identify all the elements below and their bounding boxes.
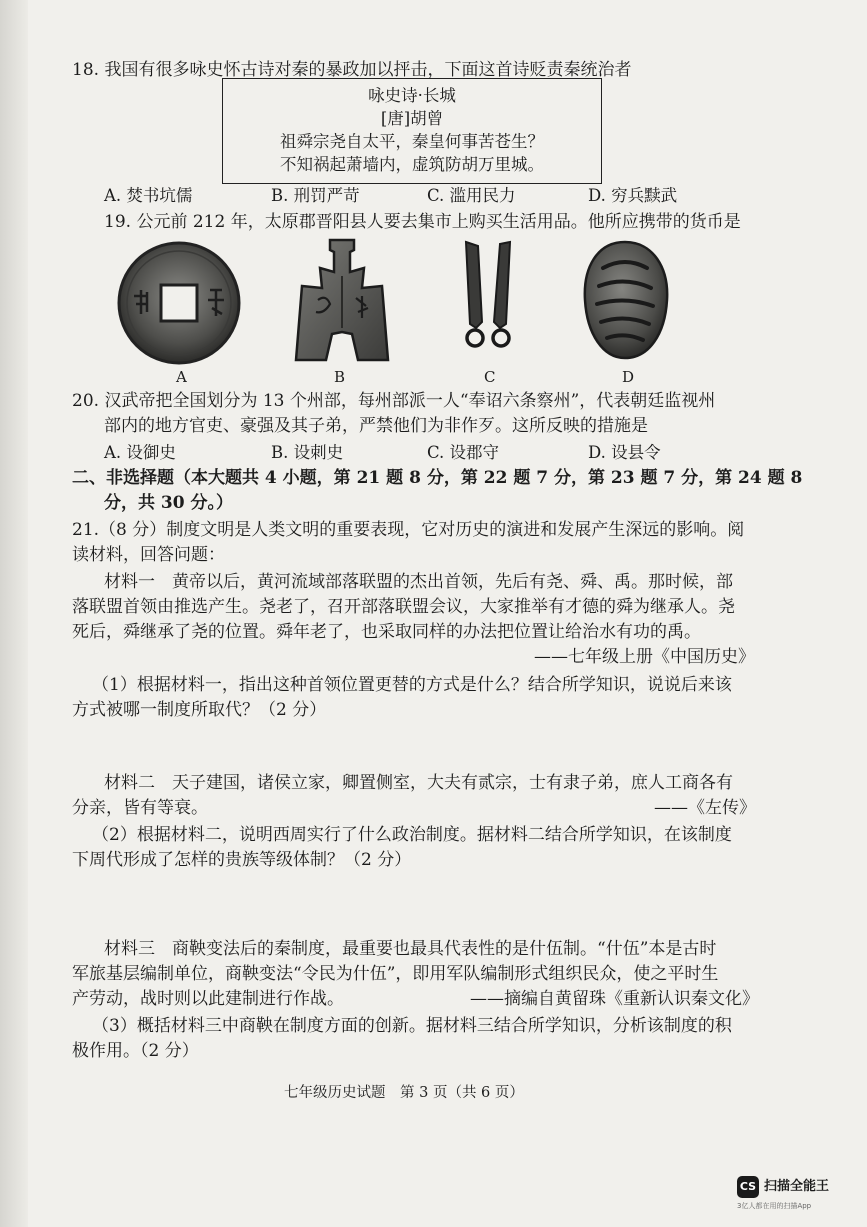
poem-title: 咏史诗·长城 xyxy=(368,86,456,105)
sub-question-3-line-1: （3）概括材料三中商鞅在制度方面的创新。据材料三结合所学知识，分析该制度的积 xyxy=(92,1016,732,1036)
material-2-line-2: 分亲，皆有等衰。 xyxy=(72,798,208,818)
q20-option-c: C. 设郡守 xyxy=(427,443,500,462)
knife-coin-icon xyxy=(452,238,524,358)
coin-label-b: B xyxy=(334,368,346,386)
sub-question-2-line-1: （2）根据材料二，说明西周实行了什么政治制度。据材料二结合所学知识，在该制度 xyxy=(92,825,732,845)
q18-stem: 18. 我国有很多咏史怀古诗对秦的暴政加以抨击，下面这首诗贬责秦统治者 xyxy=(72,60,632,80)
cs-logo-icon: CS xyxy=(737,1176,759,1198)
sub-question-3-line-2: 极作用。（2 分） xyxy=(72,1041,199,1061)
coin-label-c: C xyxy=(484,368,496,386)
section-2-heading-line-1: 二、非选择题（本大题共 4 小题，第 21 题 8 分，第 22 题 7 分，第 23 题 7 分，第 24 题 8 xyxy=(72,468,803,488)
spade-coin-icon xyxy=(292,238,392,363)
q18-option-d: D. 穷兵黩武 xyxy=(588,186,678,205)
q21-intro-line-1: 21.（8 分）制度文明是人类文明的重要表现，它对历史的演进和发展产生深远的影响。阅 xyxy=(72,520,745,540)
material-3-line-2: 军旅基层编制单位，商鞅变法“令民为什伍”，即用军队编制形式组织民众，使之平时生 xyxy=(72,964,719,984)
q18-option-b: B. 刑罚严苛 xyxy=(271,186,360,205)
material-1-line-2: 落联盟首领由推选产生。尧老了，召开部落联盟会议，大家推举有才德的舜为继承人。尧 xyxy=(72,597,735,617)
sub-question-1-line-1: （1）根据材料一，指出这种首领位置更替的方式是什么？结合所学知识，说说后来该 xyxy=(92,675,732,695)
watermark-app-name: 扫描全能王 xyxy=(764,1179,830,1194)
material-3-line-1: 材料三 商鞅变法后的秦制度，最重要也最具代表性的是什伍制。“什伍”本是古时 xyxy=(104,939,717,959)
sub-question-2-line-2: 下周代形成了怎样的贵族等级体制？（2 分） xyxy=(72,850,412,870)
q20-line-1: 20. 汉武帝把全国划分为 13 个州部，每州部派一人“奉诏六条察州”，代表朝廷监视州 xyxy=(72,391,716,411)
coin-label-a: A xyxy=(176,368,187,386)
material-1-line-1: 材料一 黄帝以后，黄河流域部落联盟的杰出首领，先后有尧、舜、禹。那时候，部 xyxy=(104,572,733,592)
material-2-source: ——《左传》 xyxy=(654,798,756,818)
q21-intro-line-2: 读材料，回答问题： xyxy=(72,545,225,565)
scan-edge-shadow xyxy=(0,0,28,1227)
poem-line-1: 祖舜宗尧自太平，秦皇何事苦苍生？ xyxy=(280,132,544,151)
q18-poem-box xyxy=(222,78,602,184)
q20-option-b: B. 设刺史 xyxy=(271,443,344,462)
material-3-line-3: 产劳动，战时则以此建制进行作战。 xyxy=(72,989,344,1009)
section-2-heading-line-2: 分，共 30 分。） xyxy=(104,493,233,513)
q20-option-a: A. 设御史 xyxy=(104,443,176,462)
sub-question-1-line-2: 方式被哪一制度所取代？（2 分） xyxy=(72,700,327,720)
page-footer: 七年级历史试题 第 3 页（共 6 页） xyxy=(284,1085,524,1101)
material-2-line-1: 材料二 天子建国，诸侯立家，卿置侧室，大夫有贰宗，士有隶子弟，庶人工商各有 xyxy=(104,773,733,793)
round-coin-square-hole-icon xyxy=(114,238,244,368)
scanner-watermark xyxy=(737,1174,862,1214)
q18-option-a: A. 焚书坑儒 xyxy=(104,186,193,205)
coin-label-d: D xyxy=(622,368,635,386)
ant-nose-coin-icon xyxy=(575,238,675,363)
material-1-source: ——七年级上册《中国历史》 xyxy=(534,647,755,667)
material-3-source: ——摘编自黄留珠《重新认识秦文化》 xyxy=(470,989,759,1009)
material-1-line-3: 死后，舜继承了尧的位置。舜年老了，也采取同样的办法把位置让给治水有功的禹。 xyxy=(72,622,701,642)
poem-line-2: 不知祸起萧墙内，虚筑防胡万里城。 xyxy=(280,155,544,174)
q19-stem: 19. 公元前 212 年，太原郡晋阳县人要去集市上购买生活用品。他所应携带的货币是 xyxy=(104,212,741,232)
q20-line-2: 部内的地方官吏、豪强及其子弟，严禁他们为非作歹。这所反映的措施是 xyxy=(104,416,648,436)
watermark-tagline: 3亿人都在用的扫描App xyxy=(737,1202,812,1210)
q20-option-d: D. 设县令 xyxy=(588,443,661,462)
poem-author: [唐]胡曾 xyxy=(380,109,444,128)
q18-option-c: C. 滥用民力 xyxy=(427,186,516,205)
